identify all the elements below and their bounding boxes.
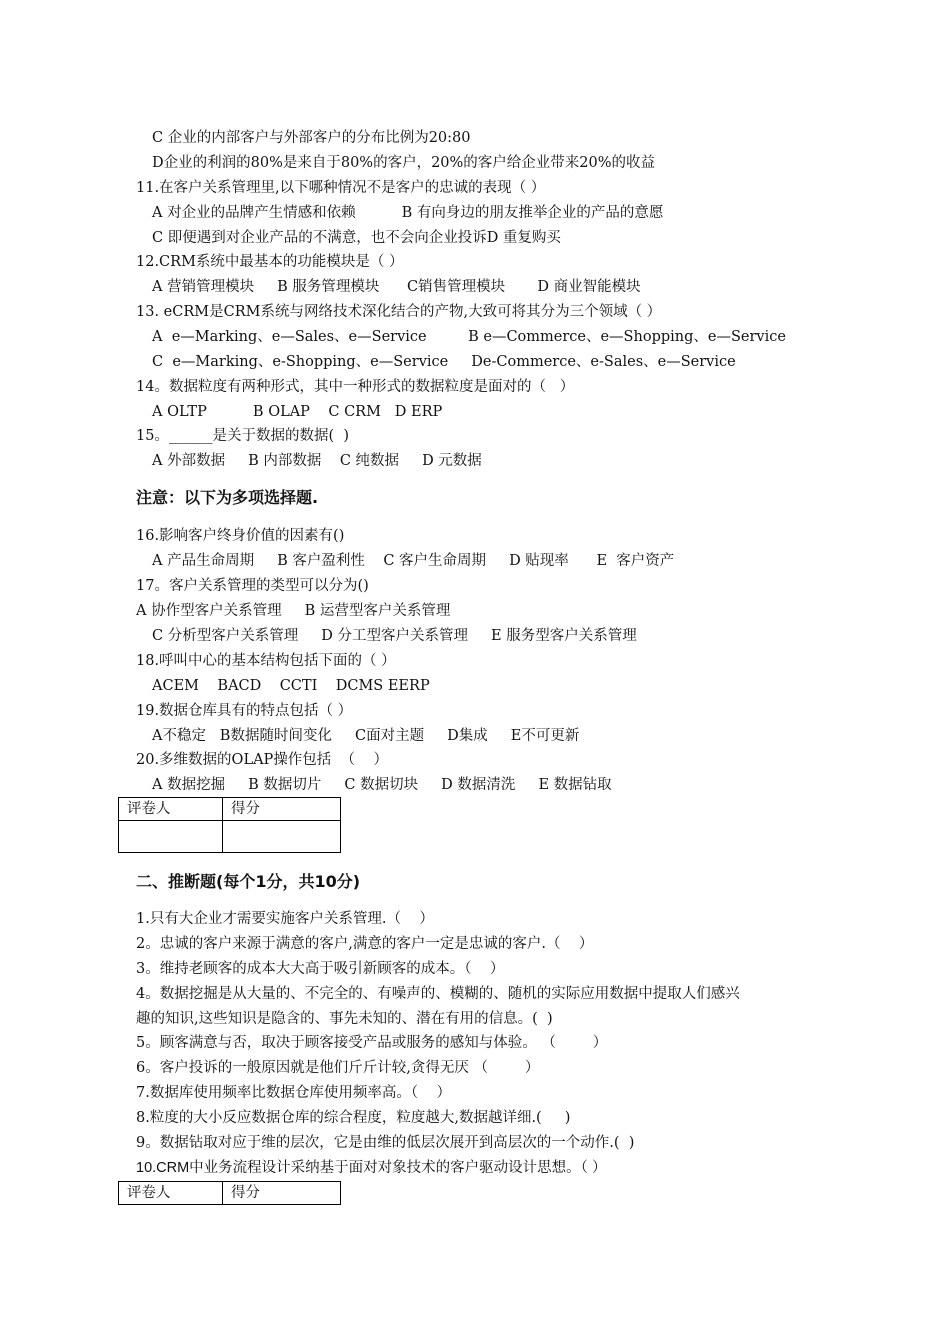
- judge-item-5: 5。顾客满意与否，取决于顾客接受产品或服务的感知与体验。 （ ）: [136, 1035, 608, 1051]
- score-table-score-label: 得分: [223, 798, 341, 821]
- score-table-reviewer-label: 评卷人: [119, 798, 223, 821]
- judge-item-7: 7.数据库使用频率比数据仓库使用频率高。（ ）: [136, 1085, 452, 1101]
- q16-question: 16.影响客户终身价值的因素有(): [136, 528, 345, 544]
- multi-choice-notice: 注意：以下为多项选择题.: [136, 488, 319, 507]
- q19-options: A不稳定 B数据随时间变化 C面对主题 D集成 E不可更新: [152, 728, 580, 744]
- q14-question: 14。数据粒度有两种形式，其中一种形式的数据粒度是面对的（ ）: [136, 379, 575, 395]
- q19-question: 19.数据仓库具有的特点包括（ ）: [136, 703, 353, 719]
- q14-options: A OLTP B OLAP C CRM D ERP: [152, 404, 443, 420]
- judge-item-2: 2。忠诚的客户来源于满意的客户,满意的客户一定是忠诚的客户.（ ）: [136, 936, 594, 952]
- score-table-2-score-label: 得分: [223, 1182, 341, 1205]
- q16-options: A 产品生命周期 B 客户盈利性 C 客户生命周期 D 贴现率 E 客户资产: [152, 553, 675, 569]
- judge-item-9: 9。数据钻取对应于维的层次，它是由维的低层次展开到高层次的一个动作.( ): [136, 1135, 635, 1151]
- q10-option-d: D企业的利润的80%是来自于80%的客户，20%的客户给企业带来20%的收益: [152, 155, 656, 171]
- q20-question: 20.多维数据的OLAP操作包括 （ ）: [136, 752, 388, 768]
- q15-options: A 外部数据 B 内部数据 C 纯数据 D 元数据: [152, 453, 482, 469]
- judge-item-4-line-1: 4。数据挖掘是从大量的、不完全的、有噪声的、模糊的、随机的实际应用数据中提取人们感兴: [136, 986, 740, 1002]
- score-table-score-cell[interactable]: [223, 821, 341, 853]
- judge-item-8: 8.粒度的大小反应数据仓库的综合程度，粒度越大,数据越详细.( ): [136, 1110, 571, 1126]
- q10-option-c: C 企业的内部客户与外部客户的分布比例为20:80: [152, 130, 471, 146]
- score-table-1: [118, 797, 341, 853]
- score-table-2: [118, 1181, 341, 1205]
- q17-options-2: C 分析型客户关系管理 D 分工型客户关系管理 E 服务型客户关系管理: [152, 628, 637, 644]
- section-2-heading: 二、推断题(每个1分，共10分): [136, 872, 361, 891]
- q12-question: 12.CRM系统中最基本的功能模块是（ ）: [136, 254, 404, 270]
- q17-options-1: A 协作型客户关系管理 B 运营型客户关系管理: [136, 603, 451, 619]
- q11-question: 11.在客户关系管理里,以下哪种情况不是客户的忠诚的表现（ ）: [136, 180, 546, 196]
- q13-options-2: C e—Marking、e-Shopping、e—Service De-Commerce、e-Sales、e—Service: [152, 354, 736, 370]
- q18-options: ACEM BACD CCTI DCMS EERP: [152, 678, 430, 694]
- judge-item-6: 6。客户投诉的一般原因就是他们斤斤计较,贪得无厌 （ ）: [136, 1060, 540, 1076]
- q18-question: 18.呼叫中心的基本结构包括下面的（ ）: [136, 653, 396, 669]
- score-table-2-reviewer-label: 评卷人: [119, 1182, 223, 1205]
- score-table-reviewer-cell[interactable]: [119, 821, 223, 853]
- q17-question: 17。客户关系管理的类型可以分为(): [136, 578, 369, 594]
- q11-options-2: C 即便遇到对企业产品的不满意，也不会向企业投诉D 重复购买: [152, 230, 561, 246]
- q20-options: A 数据挖掘 B 数据切片 C 数据切块 D 数据清洗 E 数据钻取: [152, 777, 612, 793]
- judge-item-4-line-2: 趣的知识,这些知识是隐含的、事先未知的、潜在有用的信息。( ): [136, 1011, 553, 1027]
- q11-options-1: A 对企业的品牌产生情感和依赖 B 有向身边的朋友推举企业的产品的意愿: [152, 205, 664, 221]
- judge-item-10: 10.CRM中业务流程设计采纳基于面对对象技术的客户驱动设计思想。（ ）: [136, 1160, 607, 1176]
- judge-item-1: 1.只有大企业才需要实施客户关系管理.（ ）: [136, 911, 434, 927]
- q15-question: 15。______是关于数据的数据( ): [136, 428, 349, 444]
- q13-question: 13. eCRM是CRM系统与网络技术深化结合的产物,大致可将其分为三个领域（ ）: [136, 304, 662, 320]
- judge-item-3: 3。维持老顾客的成本大大高于吸引新顾客的成本。（ ）: [136, 961, 505, 977]
- q13-options-1: A e—Marking、e—Sales、e—Service B e—Commerce、e—Shopping、e—Service: [152, 329, 786, 345]
- q12-options: A 营销管理模块 B 服务管理模块 C销售管理模块 D 商业智能模块: [152, 279, 641, 295]
